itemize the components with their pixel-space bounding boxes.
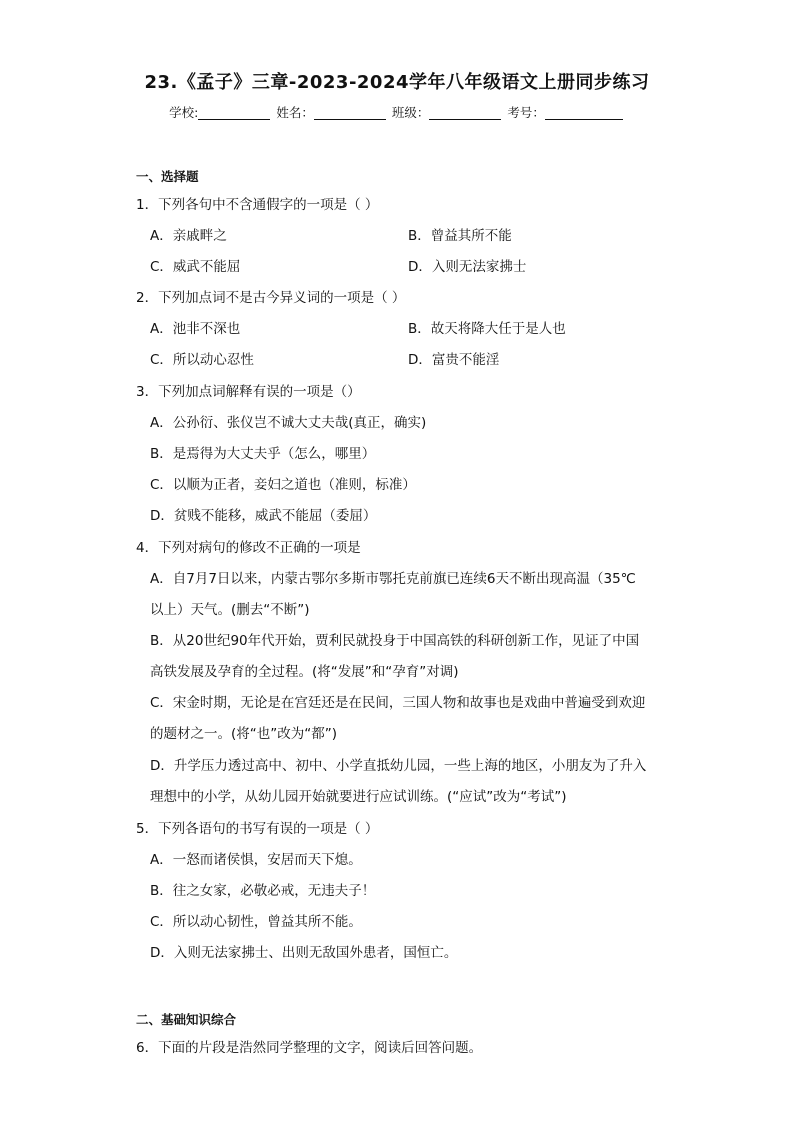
- class-blank[interactable]: [429, 105, 501, 120]
- question-4-option-d-line1: D．升学压力透过高中、初中、小学直抵幼儿园，一些上海的地区，小朋友为了升入: [150, 758, 647, 774]
- question-4-option-d-line2: 理想中的小学，从幼儿园开始就要进行应试训练。(“应试”改为“考试”): [150, 789, 567, 805]
- student-info-row: [0, 103, 794, 121]
- question-2-stem: 2．下列加点词不是古今异义词的一项是（ ）: [136, 290, 406, 306]
- question-4-option-c-line2: 的题材之一。(将“也”改为“都”): [150, 726, 338, 742]
- school-label: 学校:: [169, 105, 199, 120]
- exam-no-blank[interactable]: [545, 105, 623, 120]
- question-5-option-b: B．往之女家，必敬必戒，无违夫子！: [150, 883, 376, 899]
- question-1-option-d: D．入则无法家拂士: [408, 259, 527, 275]
- question-4-option-a-line1: A．自7月7日以来，内蒙古鄂尔多斯市鄂托克前旗已连续6天不断出现高温（35℃: [150, 571, 636, 587]
- question-2-option-d: D．富贵不能淫: [408, 352, 500, 368]
- question-2-option-a: A．池非不深也: [150, 321, 241, 337]
- question-4-option-a-line2: 以上）天气。(删去“不断”): [150, 602, 310, 618]
- question-3-option-b: B．是焉得为大丈夫乎（怎么，哪里）: [150, 446, 376, 462]
- question-5-stem: 5．下列各语句的书写有误的一项是（ ）: [136, 821, 379, 837]
- question-5-option-a: A．一怒而诸侯惧，安居而天下熄。: [150, 852, 362, 868]
- question-3-stem: 3．下列加点词解释有误的一项是（）: [136, 384, 361, 400]
- exam-no-label: 考号：: [507, 105, 545, 120]
- section-heading-choice: 一、选择题: [136, 169, 199, 184]
- question-1-option-a: A．亲戚畔之: [150, 228, 227, 244]
- question-4-option-b-line1: B．从20世纪90年代开始，贾利民就投身于中国高铁的科研创新工作，见证了中国: [150, 633, 640, 649]
- question-2-option-b: B．故天将降大任于是人也: [408, 321, 566, 337]
- worksheet-title: 23.《孟子》三章-2023-2024学年八年级语文上册同步练习: [144, 72, 650, 93]
- question-3-option-d: D．贫贱不能移，威武不能屈（委屈）: [150, 508, 377, 524]
- question-2-option-c: C．所以动心忍性: [150, 352, 254, 368]
- school-blank[interactable]: [198, 105, 270, 120]
- question-4-option-b-line2: 高铁发展及孕育的全过程。(将“发展”和“孕育”对调): [150, 664, 459, 680]
- question-1-option-b: B．曾益其所不能: [408, 228, 512, 244]
- name-blank[interactable]: [314, 105, 386, 120]
- question-5-option-c: C．所以动心韧性，曾益其所不能。: [150, 914, 362, 930]
- question-3-option-c: C．以顺为正者，妾妇之道也（准则，标准）: [150, 477, 416, 493]
- name-label: 姓名：: [276, 105, 314, 120]
- question-4-option-c-line1: C．宋金时期，无论是在宫廷还是在民间，三国人物和故事也是戏曲中普遍受到欢迎: [150, 695, 646, 711]
- question-5-option-d: D．入则无法家拂士、出则无敌国外患者，国恒亡。: [150, 945, 458, 961]
- question-3-option-a: A．公孙衍、张仪岂不诚大丈夫哉(真正，确实): [150, 415, 427, 431]
- section-heading-basic-knowledge: 二、基础知识综合: [136, 1012, 237, 1027]
- question-1-option-c: C．威武不能屈: [150, 259, 241, 275]
- question-6-stem: 6．下面的片段是浩然同学整理的文字，阅读后回答问题。: [136, 1040, 483, 1056]
- question-1-stem: 1．下列各句中不含通假字的一项是（ ）: [136, 197, 379, 213]
- class-label: 班级：: [391, 105, 430, 120]
- question-4-stem: 4．下列对病句的修改不正确的一项是: [136, 540, 361, 556]
